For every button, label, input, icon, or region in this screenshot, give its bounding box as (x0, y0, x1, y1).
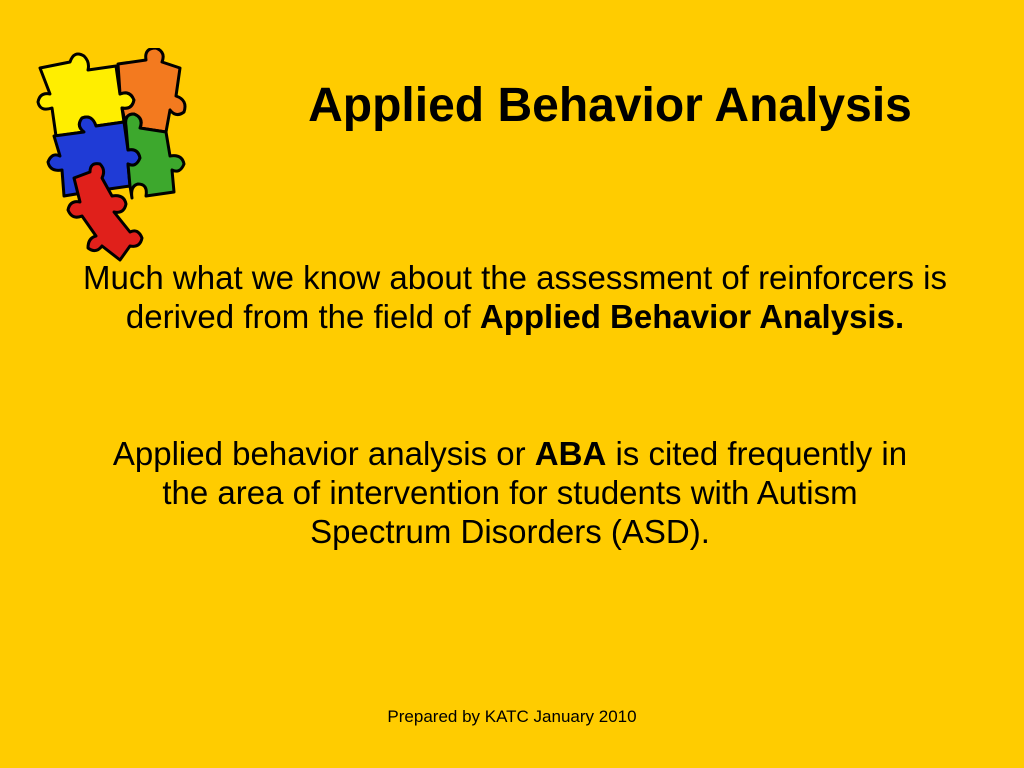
puzzle-pieces-icon (30, 48, 195, 263)
paragraph-text: Much what we know about the assessment of reinforcers is derived from the field of (83, 259, 947, 335)
slide-title: Applied Behavior Analysis (308, 79, 912, 132)
footer-credit: Prepared by KATC January 2010 (387, 707, 637, 726)
paragraph-aba-intervention (100, 434, 920, 551)
paragraph-aba-origin (60, 258, 970, 336)
paragraph-bold-term: ABA (534, 435, 607, 472)
paragraph-text-continued: is cited frequently in the area of intervention for students with Autism Spectrum Disorders (ASD). (162, 435, 908, 550)
paragraph-text: Applied behavior analysis or (112, 435, 526, 472)
paragraph-bold-term: Applied Behavior Analysis. (479, 298, 905, 335)
